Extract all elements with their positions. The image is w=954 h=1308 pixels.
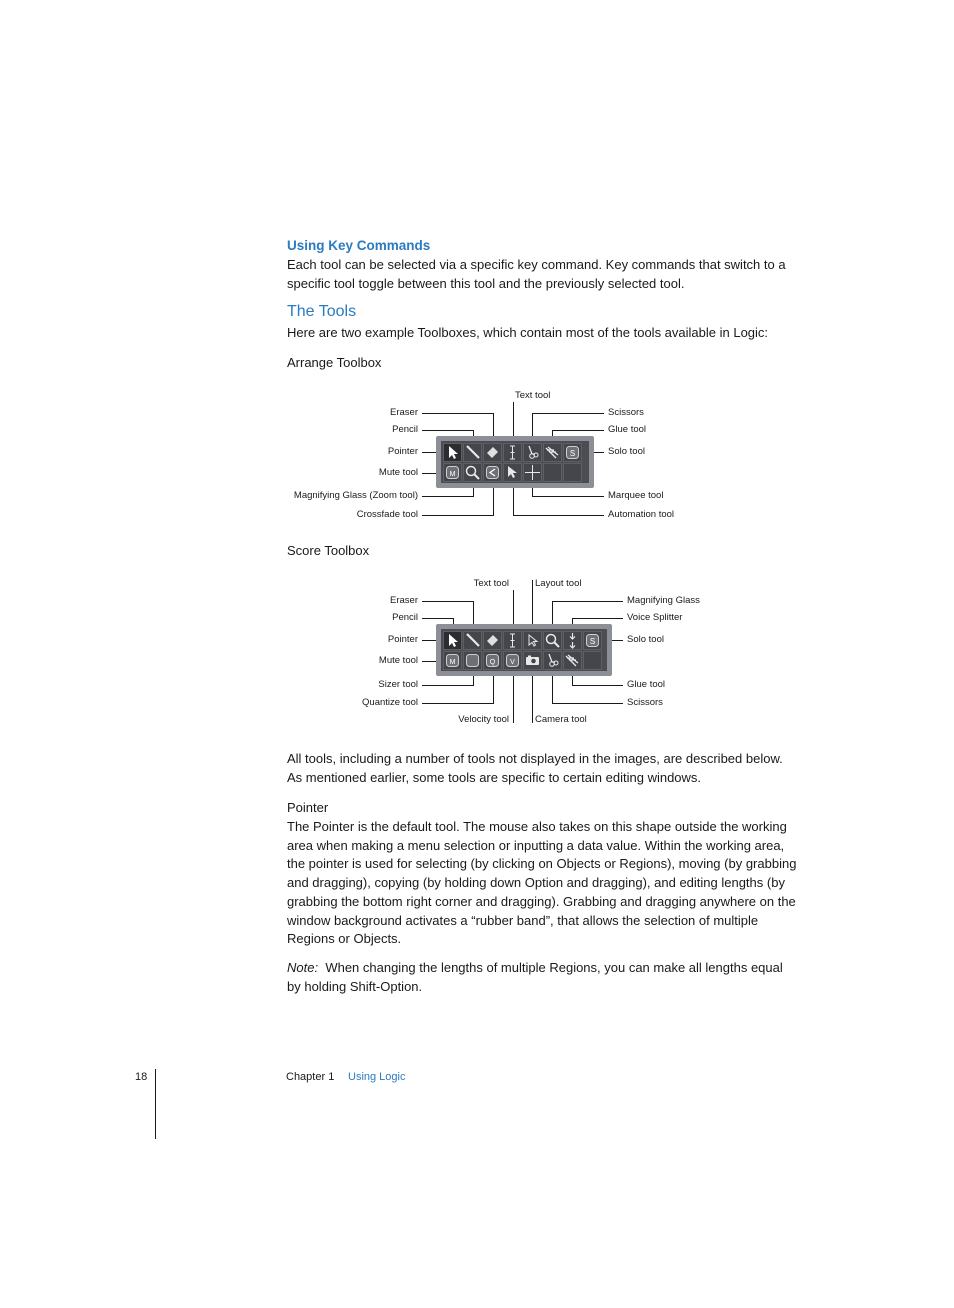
velocity-icon — [504, 652, 521, 669]
glue-icon — [564, 652, 581, 669]
key-commands-text: Each tool can be selected via a specific key command. Key commands that switch to a specific tool toggle between this tool and the previously selected tool. — [287, 257, 786, 291]
label-glue-tool: Glue tool — [627, 679, 666, 690]
label-pointer: Pointer — [387, 634, 418, 645]
arrange-eraser-tool[interactable] — [483, 443, 502, 462]
arrange-scissors-tool[interactable] — [523, 443, 542, 462]
magnifier-icon — [464, 464, 481, 481]
label-sizer-tool: Sizer tool — [378, 679, 418, 690]
arrange-empty-cell — [563, 463, 582, 482]
note-label: Note: — [287, 960, 319, 975]
score-layout-tool[interactable] — [523, 631, 542, 650]
glue-icon — [544, 444, 561, 461]
label-glue-tool: Glue tool — [608, 424, 647, 435]
marquee-icon — [524, 464, 541, 481]
text-cursor-icon — [504, 632, 521, 649]
label-text-tool: Text tool — [473, 578, 509, 589]
score-camera-tool[interactable] — [523, 651, 542, 670]
scissors-icon — [524, 444, 541, 461]
mute-icon — [444, 464, 461, 481]
score-solo-tool[interactable] — [583, 631, 602, 650]
label-eraser: Eraser — [390, 595, 418, 606]
camera-icon — [524, 652, 541, 669]
score-eraser-tool[interactable] — [483, 631, 502, 650]
footer-divider — [155, 1069, 156, 1139]
svg-text:S: S — [589, 637, 596, 646]
automation-icon — [504, 464, 521, 481]
label-crossfade-tool: Crossfade tool — [356, 509, 418, 520]
arrange-pointer-tool[interactable] — [443, 443, 462, 462]
score-voice-splitter-tool[interactable] — [563, 631, 582, 650]
footer-chapter: Chapter 1 — [286, 1071, 335, 1083]
svg-text:M: M — [449, 659, 456, 666]
label-magnifying-glass: Magnifying Glass (Zoom tool) — [293, 490, 418, 501]
score-sizer-tool[interactable] — [463, 651, 482, 670]
label-camera-tool: Camera tool — [535, 714, 587, 725]
score-velocity-tool[interactable] — [503, 651, 522, 670]
label-automation-tool: Automation tool — [608, 509, 675, 520]
arrange-magnifier-tool[interactable] — [463, 463, 482, 482]
quantize-icon — [484, 652, 501, 669]
pointer-heading: Pointer — [287, 800, 329, 815]
label-pointer: Pointer — [387, 446, 418, 457]
score-pointer-tool[interactable] — [443, 631, 462, 650]
score-quantize-tool[interactable] — [483, 651, 502, 670]
svg-text:V: V — [510, 659, 515, 666]
key-commands-heading: Using Key Commands — [287, 238, 431, 253]
eraser-icon — [484, 632, 501, 649]
tools-description: All tools, including a number of tools not displayed in the images, are described below. As mentioned earlier, some tools are specific to certain editing windows. — [287, 751, 783, 785]
label-scissors: Scissors — [608, 407, 644, 418]
arrange-text-tool[interactable] — [503, 443, 522, 462]
solo-icon — [564, 444, 581, 461]
pencil-icon — [464, 632, 481, 649]
label-pencil: Pencil — [392, 612, 418, 623]
arrange-solo-tool[interactable] — [563, 443, 582, 462]
scissors-icon — [544, 652, 561, 669]
arrange-marquee-tool[interactable] — [523, 463, 542, 482]
score-mute-tool[interactable] — [443, 651, 462, 670]
arrange-glue-tool[interactable] — [543, 443, 562, 462]
arrange-crossfade-tool[interactable] — [483, 463, 502, 482]
label-magnifying-glass: Magnifying Glass — [627, 595, 700, 606]
label-mute-tool: Mute tool — [378, 655, 418, 666]
label-mute-tool: Mute tool — [378, 467, 418, 478]
label-solo-tool: Solo tool — [608, 446, 645, 457]
arrange-automation-tool[interactable] — [503, 463, 522, 482]
svg-text:M: M — [449, 471, 456, 478]
eraser-icon — [484, 444, 501, 461]
pointer-icon — [524, 632, 541, 649]
score-text-tool[interactable] — [503, 631, 522, 650]
tools-intro: Here are two example Toolboxes, which contain most of the tools available in Logic: — [287, 325, 769, 340]
note-paragraph — [287, 959, 799, 996]
text-cursor-icon — [504, 444, 521, 461]
score-glue-tool[interactable] — [563, 651, 582, 670]
label-quantize-tool: Quantize tool — [362, 697, 418, 708]
pointer-icon — [444, 444, 461, 461]
score-magnifier-tool[interactable] — [543, 631, 562, 650]
svg-text:Q: Q — [489, 659, 496, 666]
voice-splitter-icon — [564, 632, 581, 649]
score-scissors-tool[interactable] — [543, 651, 562, 670]
page-number: 18 — [135, 1071, 148, 1083]
arrange-mute-tool[interactable] — [443, 463, 462, 482]
label-velocity-tool: Velocity tool — [458, 714, 509, 725]
arrange-pencil-tool[interactable] — [463, 443, 482, 462]
arrange-empty-cell — [543, 463, 562, 482]
note-text: When changing the lengths of multiple Regions, you can make all lengths equal by holding Shift-Option. — [287, 960, 783, 994]
label-solo-tool: Solo tool — [627, 634, 664, 645]
pointer-icon — [444, 632, 461, 649]
label-layout-tool: Layout tool — [535, 578, 582, 589]
pencil-icon — [464, 444, 481, 461]
score-toolbox-title: Score Toolbox — [287, 543, 370, 558]
label-pencil: Pencil — [392, 424, 418, 435]
score-pencil-tool[interactable] — [463, 631, 482, 650]
pointer-text: The Pointer is the default tool. The mouse also takes on this shape outside the working area when making a menu selection or inputting a data value. Within the working area, the pointer is used for selecting (by clicking on Objects or Regions), moving (by grabbing and dragging), copying (by holding down Option and dragging), and editing lengths (by grabbing the bottom right corner and dragging). Grabbing and dragging anywhere on the window background activates a “rubber band”, that allows the selection of multiple Regions or Objects. — [287, 819, 797, 947]
sizer-icon — [464, 652, 481, 669]
solo-icon — [584, 632, 601, 649]
label-eraser: Eraser — [390, 407, 418, 418]
label-voice-splitter: Voice Splitter — [627, 612, 683, 623]
label-scissors: Scissors — [627, 697, 663, 708]
score-empty-cell — [583, 651, 602, 670]
svg-text:S: S — [569, 449, 576, 458]
footer-chapter-title[interactable]: Using Logic — [348, 1071, 406, 1083]
label-marquee-tool: Marquee tool — [608, 490, 664, 501]
magnifier-icon — [544, 632, 561, 649]
label-text-tool: Text tool — [515, 390, 551, 401]
crossfade-icon — [484, 464, 501, 481]
tools-heading: The Tools — [287, 303, 357, 320]
mute-icon — [444, 652, 461, 669]
arrange-toolbox-title: Arrange Toolbox — [287, 355, 382, 370]
